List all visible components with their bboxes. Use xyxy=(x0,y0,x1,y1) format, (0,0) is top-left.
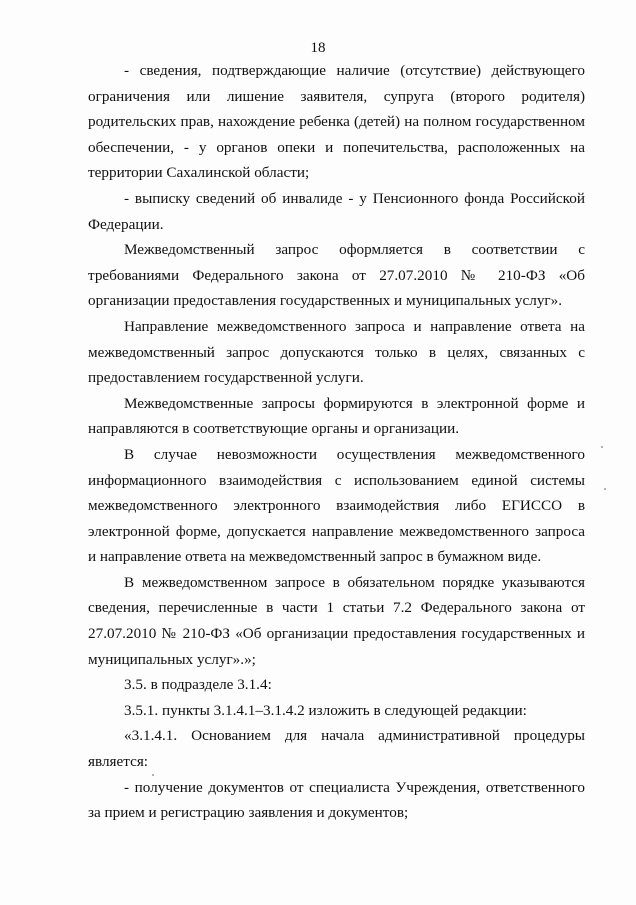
scan-speck xyxy=(604,488,606,490)
paragraph: В межведомственном запросе в обязательном порядке указываются сведения, перечисленные в части 1 статьи 7.2 Федерального закона от 27.07.2010 № 210-ФЗ «Об организации предоставления государственных и муниципальных услуг».»; xyxy=(88,573,585,668)
paragraph: - выписку сведений об инвалиде - у Пенсионного фонда Российской Федерации. xyxy=(88,189,585,233)
paragraph: Межведомственные запросы формируются в электронной форме и направляются в соответствующие органы и организации. xyxy=(88,394,585,438)
document-body xyxy=(88,58,585,826)
scan-speck xyxy=(601,446,603,448)
paragraph: 3.5.1. пункты 3.1.4.1–3.1.4.2 изложить в следующей редакции: xyxy=(124,701,527,719)
paragraph: - получение документов от специалиста Учреждения, ответственного за прием и регистрацию заявления и документов; xyxy=(88,778,585,822)
paragraph: 3.5. в подразделе 3.1.4: xyxy=(124,676,272,694)
page-number: 18 xyxy=(310,40,326,56)
paragraph: Направление межведомственного запроса и направление ответа на межведомственный запрос допускаются только в целях, связанных с предоставлением государственной услуги. xyxy=(88,317,585,387)
paragraph: Межведомственный запрос оформляется в соответствии с требованиями Федерального закона от 27.07.2010 № 210-ФЗ «Об организации предоставления государственных и муниципальных услуг». xyxy=(88,241,585,310)
paragraph: - сведения, подтверждающие наличие (отсутствие) действующего ограничения или лишение заявителя, супруга (второго родителя) родительских прав, нахождение ребенка (детей) на полном государственном обеспечении, - у органов опеки и попечительства, расположенных на территории Сахалинской области; xyxy=(88,62,585,182)
scan-speck xyxy=(152,774,154,776)
paragraph: «3.1.4.1. Основанием для начала административной процедуры является: xyxy=(88,727,585,771)
paragraph: В случае невозможности осуществления межведомственного информационного взаимодействия с использованием единой системы межведомственного электронного взаимодействия либо ЕГИССО в электронной форме, допускается направление межведомственного запроса и направление ответа на межведомственный запрос в бумажном виде. xyxy=(88,445,585,566)
